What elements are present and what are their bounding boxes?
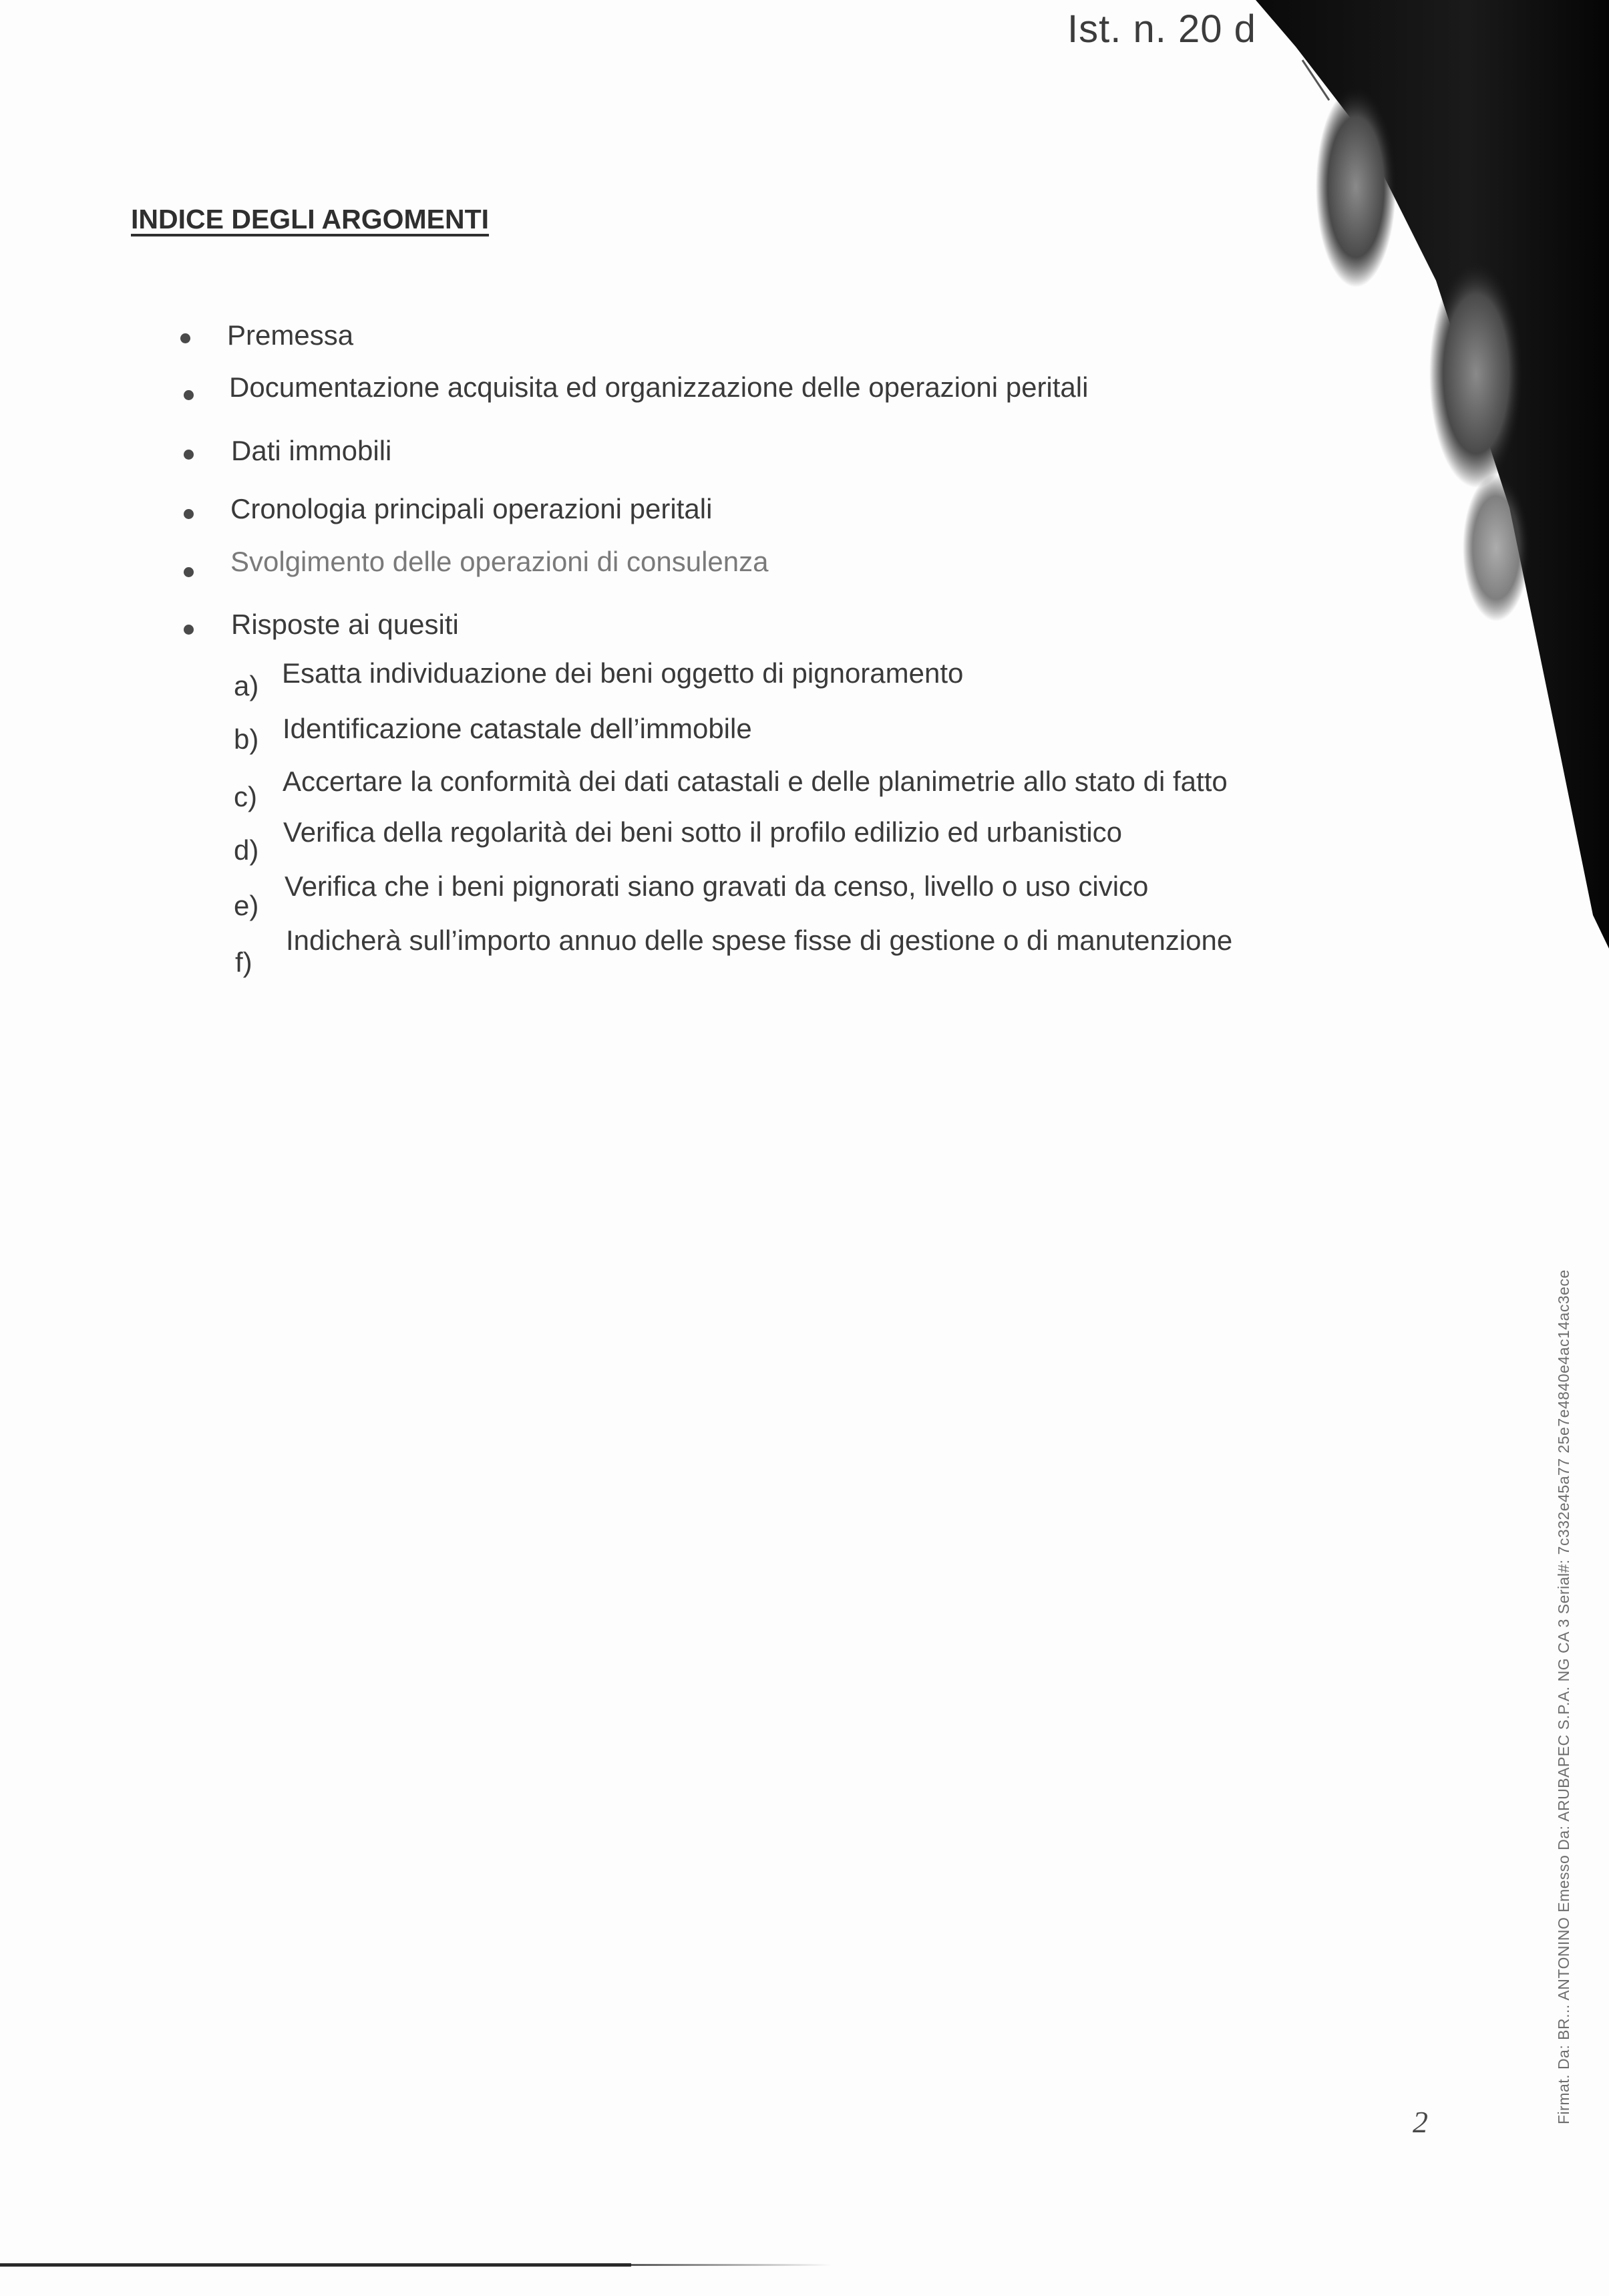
subitem-letter: c) — [234, 781, 257, 812]
index-title: INDICE DEGLI ARGOMENTI — [131, 204, 490, 234]
bullet-dot — [184, 390, 194, 400]
bottom-rule-fade — [631, 2264, 832, 2266]
subitem-text: Verifica che i beni pignorati siano gravati da censo, livello o uso civico — [285, 870, 1149, 902]
bullet-dot — [184, 509, 194, 519]
page-number: 2 — [1413, 2105, 1428, 2139]
subitem-text: Verifica della regolarità dei beni sotto il profilo edilizio ed urbanistico — [283, 816, 1123, 848]
subitem-letter: a) — [234, 670, 259, 701]
document-reference: Ist. n. 20 d — [1067, 7, 1256, 51]
bullet-dot — [184, 450, 194, 460]
index-item-dati-immobili: Dati immobili — [231, 435, 392, 466]
subitem-letter: b) — [234, 723, 259, 755]
bullet-dot — [180, 333, 190, 343]
digital-signature-stamp: Firmat. Da: BR... ANTONINO Emesso Da: ARUBAPEC S.P.A. NG CA 3 Serial#: 7c332e45a77 25e7e4840e4ac14ac3ece — [1555, 1269, 1572, 2124]
subitem-letter: e) — [234, 890, 259, 921]
subitem-text: Esatta individuazione dei beni oggetto di pignoramento — [282, 657, 964, 689]
index-item-risposte: Risposte ai quesiti — [231, 609, 459, 640]
subitem-text: Accertare la conformità dei dati catastali e delle planimetrie allo stato di fatto — [283, 766, 1228, 797]
subitem-text: Indicherà sull’importo annuo delle spese fisse di gestione o di manutenzione — [286, 925, 1233, 956]
subitem-text: Identificazione catastale dell’immobile — [283, 713, 752, 744]
index-item-svolgimento: Svolgimento delle operazioni di consulenza — [230, 546, 769, 577]
subitem-letter: d) — [234, 834, 259, 866]
index-item-premessa: Premessa — [227, 319, 354, 351]
index-item-cronologia: Cronologia principali operazioni peritali — [230, 493, 713, 524]
bullet-dot — [184, 625, 194, 635]
subitem-letter: f) — [235, 947, 252, 978]
bullet-dot — [184, 567, 194, 577]
index-item-documentazione: Documentazione acquisita ed organizzazione delle operazioni peritali — [229, 371, 1089, 403]
bottom-rule — [0, 2263, 631, 2267]
